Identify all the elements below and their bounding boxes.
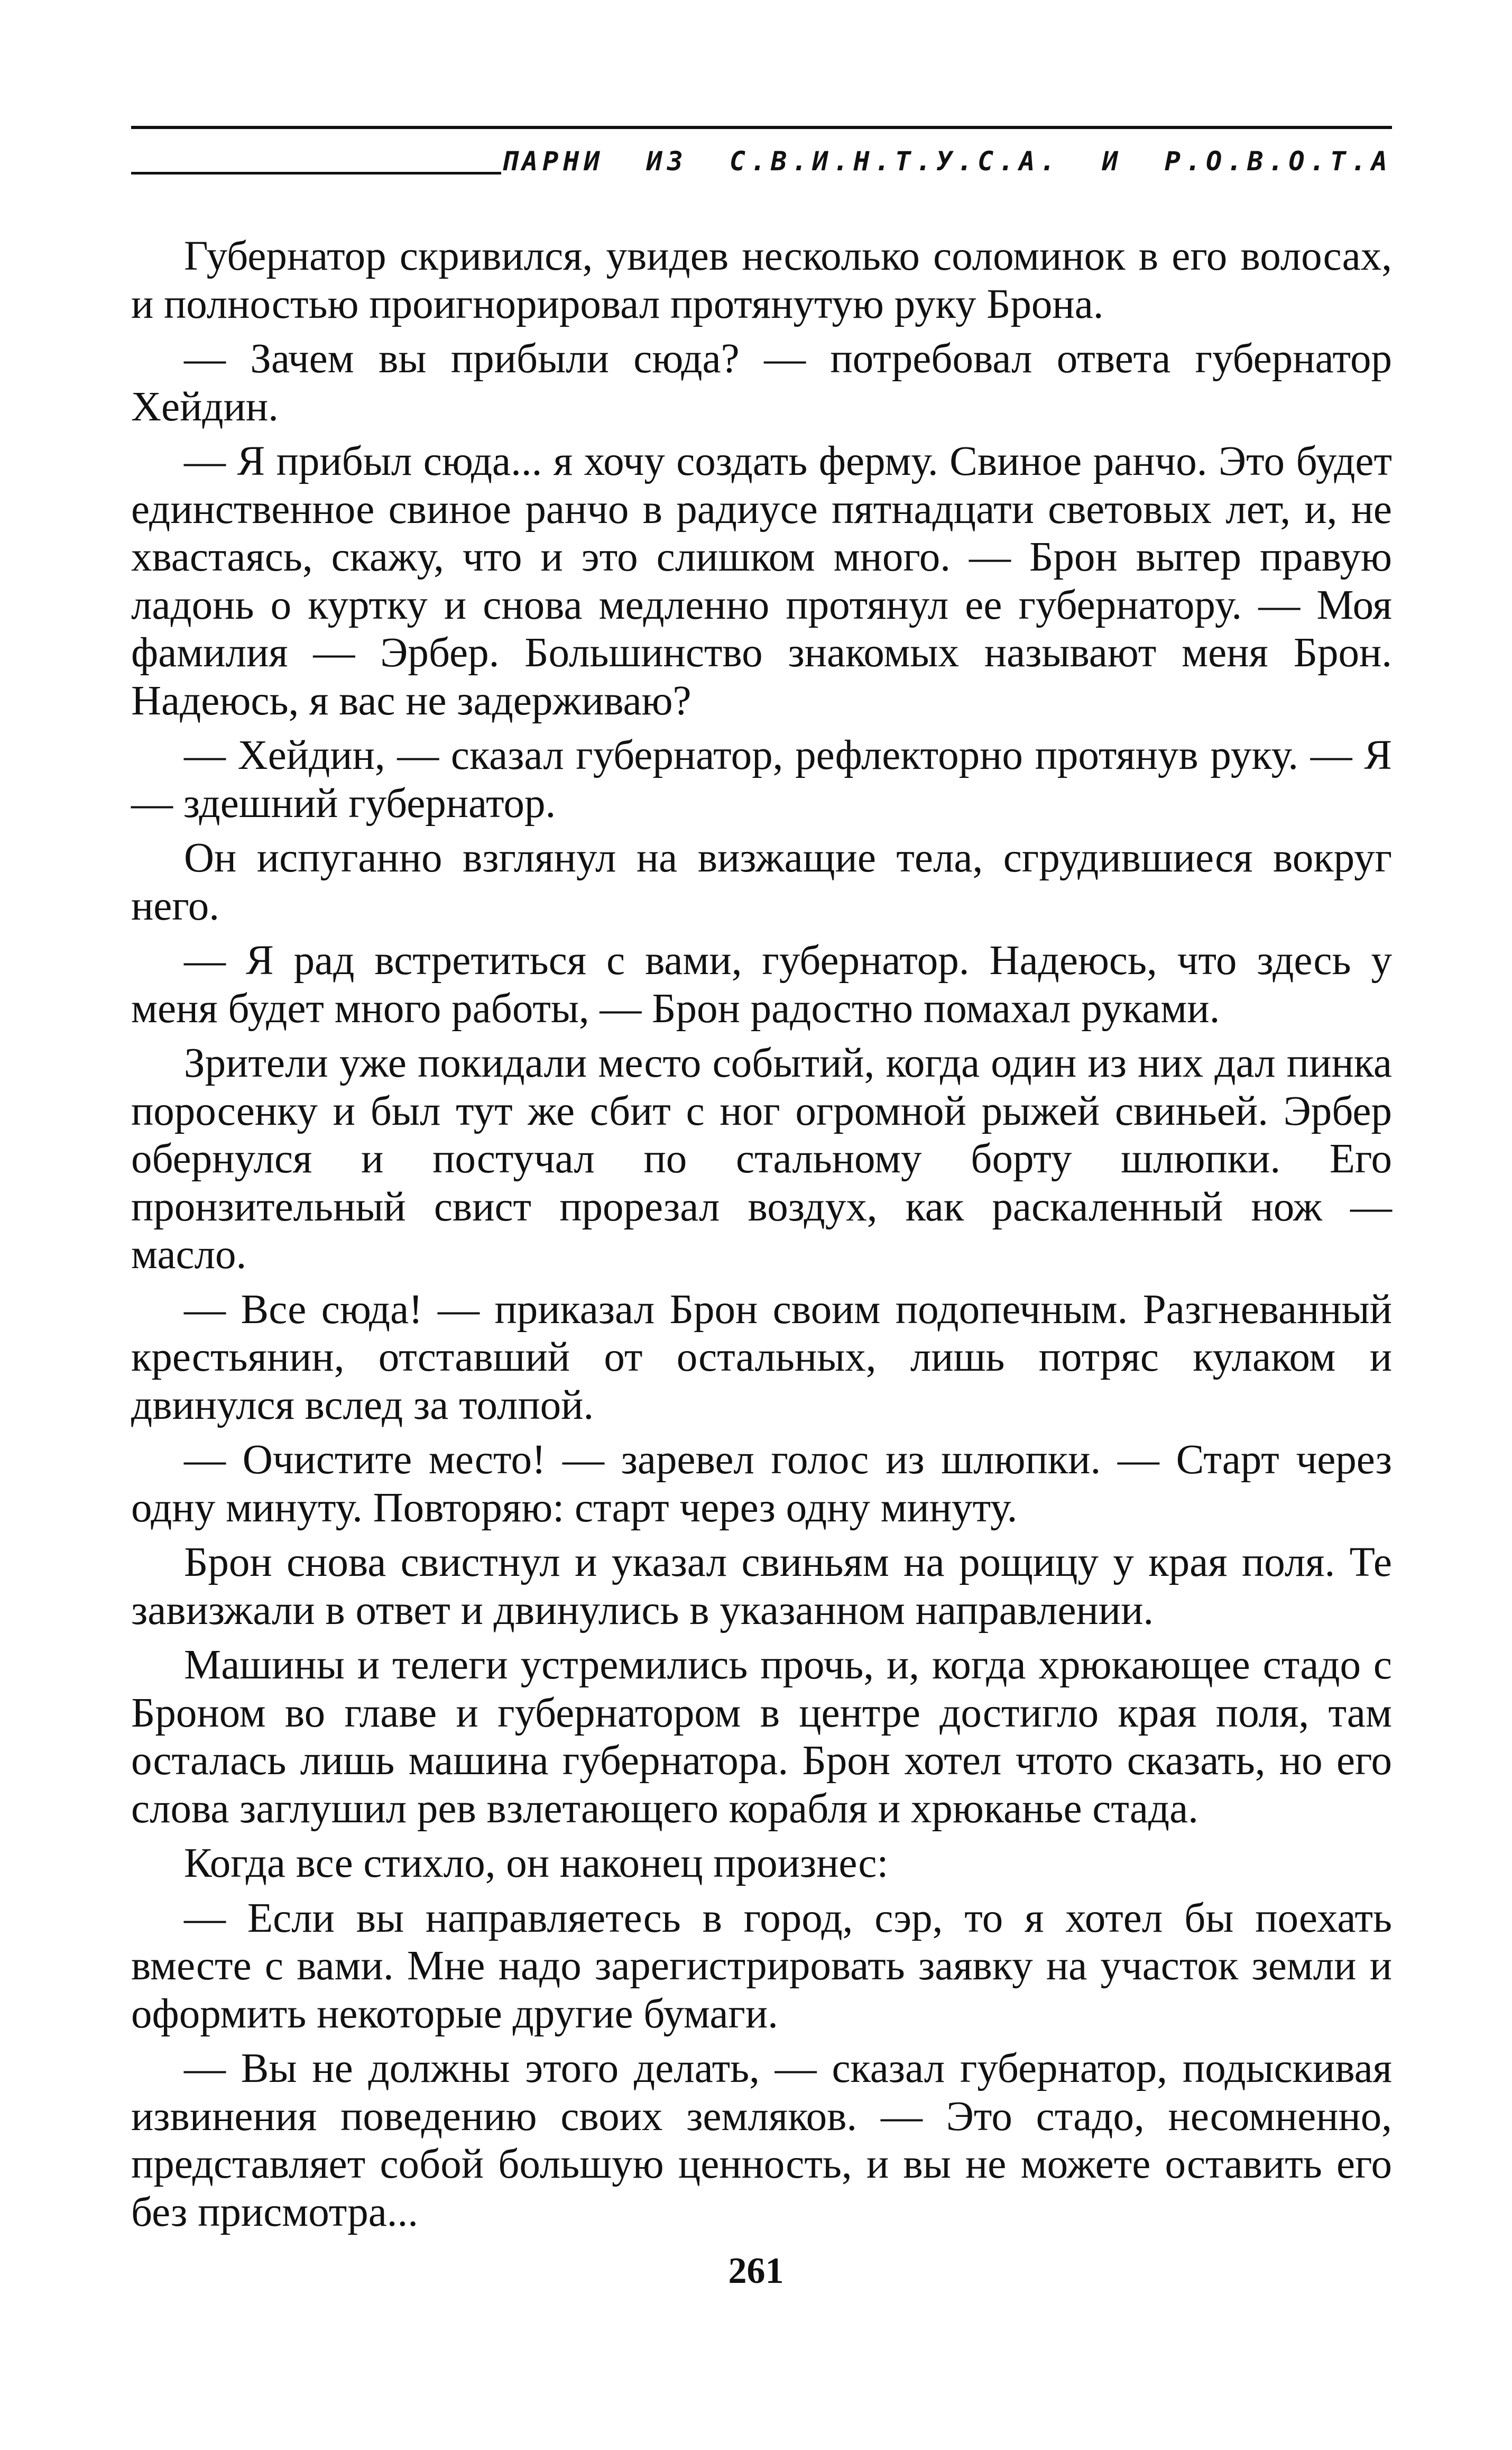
paragraph: Машины и телеги устремились прочь, и, когда хрюкающее стадо с Броном во главе и губернатором в центре достигло края поля, там осталась лишь машина губернатора. Брон хотел чтото сказать, но его слова заглушил рев взлетающего корабля и хрюканье стада. xyxy=(131,1642,1392,1832)
header-lead-rule xyxy=(131,172,501,175)
running-title: ПАРНИ ИЗ С.В.И.Н.Т.У.С.А. И Р.О.В.О.Т.А xyxy=(501,146,1392,177)
paragraph: — Зачем вы прибыли сюда? — потребовал ответа губернатор Хейдин. xyxy=(131,336,1392,430)
body-text xyxy=(131,233,1392,2243)
paragraph: — Я прибыл сюда... я хочу создать ферму. Свиное ранчо. Это будет единственное свиное ранчо в радиусе пятнадцати световых лет, и, не хвастаясь, скажу, что и это слишком много. — Брон вытер правую ладонь о куртку и снова медленно протянул ее губернатору. — Моя фамилия — Эрбер. Большинство знакомых называют меня Брон. Надеюсь, я вас не задерживаю? xyxy=(131,438,1392,724)
paragraph: Когда все стихло, он наконец произнес: xyxy=(184,1840,889,1886)
header-rule xyxy=(131,126,1392,129)
running-header xyxy=(131,143,1392,180)
page-number: 261 xyxy=(728,2251,784,2291)
paragraph: Губернатор скривился, увидев несколько соломинок в его волосах, и полностью проигнорировал протянутую руку Брона. xyxy=(131,233,1392,327)
paragraph: Он испуганно взглянул на визжащие тела, сгрудившиеся вокруг него. xyxy=(131,835,1392,929)
paragraph: — Очистите место! — заревел голос из шлюпки. — Старт через одну минуту. Повторяю: старт через одну минуту. xyxy=(131,1437,1392,1531)
paragraph: Брон снова свистнул и указал свиньям на рощицу у края поля. Те завизжали в ответ и двинулись в указанном направлении. xyxy=(131,1539,1392,1634)
paragraph: Зрители уже покидали место событий, когда один из них дал пинка поросенку и был тут же сбит с ног огромной рыжей свиньей. Эрбер обернулся и постучал по стальному борту шлюпки. Его пронзительный свист прорезал воздух, как раскаленный нож — масло. xyxy=(131,1040,1392,1278)
paragraph: — Хейдин, — сказал губернатор, рефлекторно протянув руку. — Я — здешний губернатор. xyxy=(131,732,1392,827)
paragraph: — Вы не должны этого делать, — сказал губернатор, подыскивая извинения поведению своих земляков. — Это стадо, несомненно, представляет собой большую ценность, и вы не можете оставить его без присмотра... xyxy=(131,2045,1392,2235)
paragraph: — Все сюда! — приказал Брон своим подопечным. Разгневанный крестьянин, отставший от остальных, лишь потряс кулаком и двинулся вслед за толпой. xyxy=(131,1286,1392,1428)
paragraph: — Если вы направляетесь в город, сэр, то я хотел бы поехать вместе с вами. Мне надо зарегистрировать заявку на участок земли и оформить некоторые другие бумаги. xyxy=(131,1895,1392,2037)
paragraph: — Я рад встретиться с вами, губернатор. Надеюсь, что здесь у меня будет много работы, — Брон радостно помахал руками. xyxy=(131,938,1392,1032)
